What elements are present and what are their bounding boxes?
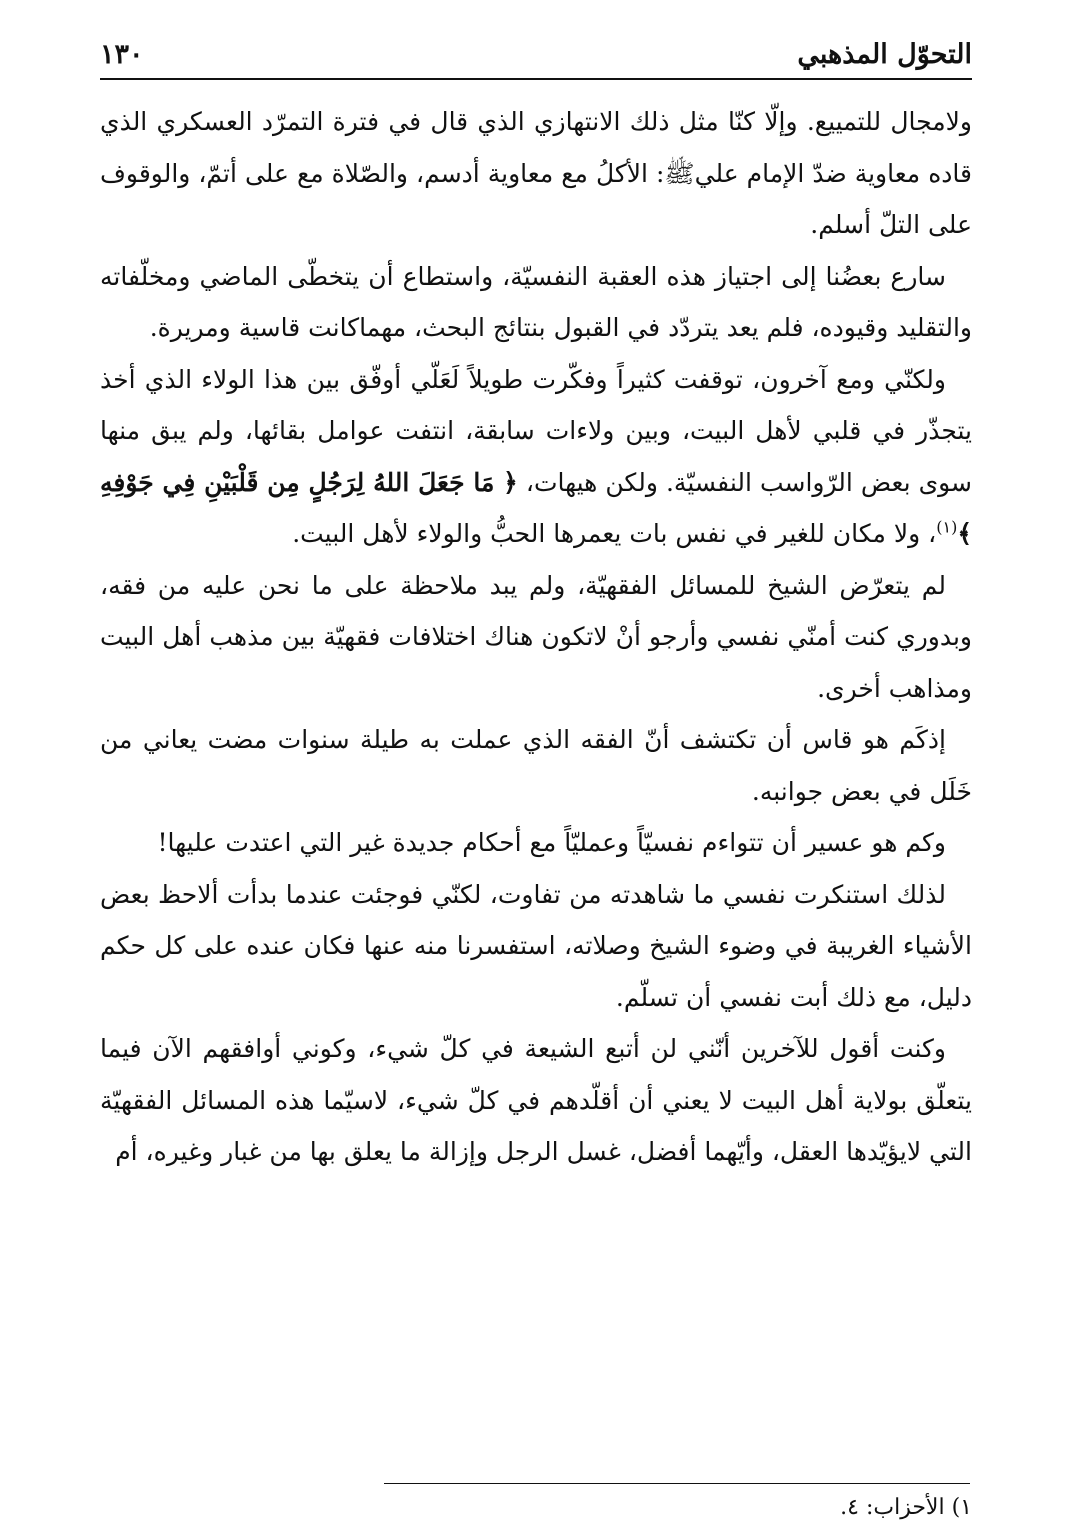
footnote-divider xyxy=(384,1483,970,1484)
page-number: ١٣٠ xyxy=(100,38,144,70)
body-text xyxy=(100,96,972,1178)
paragraph-6: وكم هو عسير أن تتواءم نفسيّاً وعمليّاً مع أحكام جديدة غير التي اعتدت عليها! xyxy=(157,828,946,857)
quran-verse: ﴿ مَا جَعَلَ اللهُ لِرَجُلٍ مِن قَلْبَيْنِ فِي جَوْفِهِ ﴾ xyxy=(100,467,972,548)
paragraph-4: لم يتعرّض الشيخ للمسائل الفقهيّة، ولم يبد ملاحظة على ما نحن عليه من فقه، وبدوري كنت أمنّي نفسي وأرجو أنْ لاتكون هناك اختلافات فقهيّة بين مذهب أهل البيت ومذاهب أخرى. xyxy=(100,570,972,703)
footnote-reference: (١) xyxy=(936,517,958,537)
paragraph-3-continuation: ، ولا مكان للغير في نفس بات يعمرها الحبُّ والولاء لأهل البيت. xyxy=(292,519,937,548)
paragraph-2: سارع بعضُنا إلى اجتياز هذه العقبة النفسيّة، واستطاع أن يتخطّى الماضي ومخلّفاته والتقليد وقيوده، فلم يعد يتردّد في القبول بنتائج البحث، مهماكانت قاسية ومريرة. xyxy=(100,261,972,342)
running-header xyxy=(100,30,972,80)
paragraph-8: وكنت أقول للآخرين أنّني لن أتبع الشيعة في كلّ شيء، وكوني أوافقهم الآن فيما يتعلّق بولاية أهل البيت لا يعني أن أقلّدهم في كلّ شيء، لاسيّما هذه المسائل الفقهيّة التي لايؤيّدها العقل، وأيّهما أفضل، غسل الرجل وإزالة ما يعلق بها من غبار وغيره، أم xyxy=(100,1034,972,1166)
paragraph-3-text: ولكنّي ومع آخرون، توقفت كثيراً وفكّرت طويلاً لَعَلّي أوفّق بين هذا الولاء الذي أخذ يتجذّر في قلبي لأهل البيت، وبين ولاءات سابقة، انتفت عوامل بقائها، ولم يبق منها سوى بعض الرّواسب النفسيّة. ولكن هيهات، xyxy=(100,364,973,497)
paragraph-1: ولامجال للتمييع. وإلّا كنّا مثل ذلك الانتهازي الذي قال في فترة التمرّد العسكري الذي قاده معاوية ضدّ الإمام عليﷺ: الأكلُ مع معاوية أدسم، والصّلاة مع على أتمّ، والوقوف على التلّ أسلم. xyxy=(100,107,972,239)
footnote: ١) الأحزاب: ٤. xyxy=(840,1495,972,1520)
chapter-title: التحوّل المذهبي xyxy=(797,38,972,70)
paragraph-7: لذلك استنكرت نفسي ما شاهدته من تفاوت، لكنّي فوجئت عندما بدأت ألاحظ بعض الأشياء الغريبة في وضوء الشيخ وصلاته، استفسرنا منه عنها فكان عنده على كل حكم دليل، مع ذلك أبت نفسي أن تسلّم. xyxy=(100,879,972,1012)
paragraph-5: إذكَم هو قاس أن تكتشف أنّ الفقه الذي عملت به طيلة سنوات مضت يعاني من خَلَل في بعض جوانبه. xyxy=(100,725,972,806)
paragraph-3 xyxy=(100,354,972,560)
